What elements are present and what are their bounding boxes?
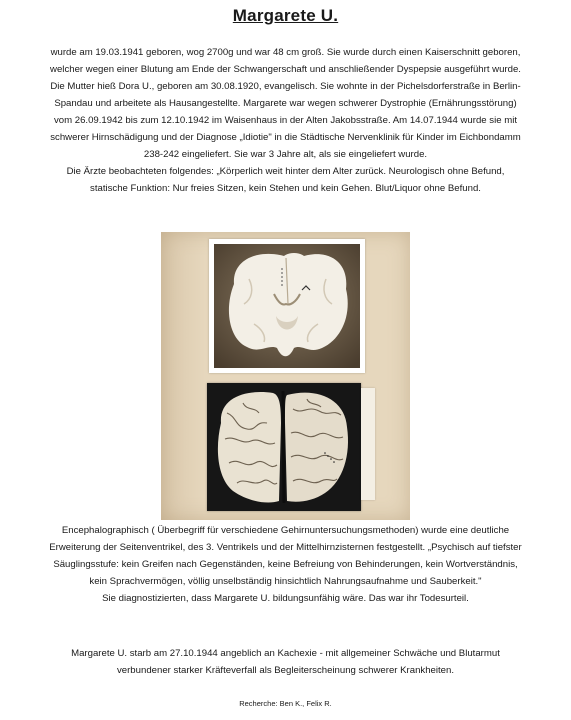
- text-line: statische Funktion: Nur freies Sitzen, kein Stehen und kein Gehen. Blut/Liquor ohne Befund.: [90, 183, 481, 194]
- index-card-strip: [361, 388, 375, 500]
- text-line: Erweiterung der Seitenventrikel, des 3. Ventrikels und der Mittelhirnzisternen festgestellt. „Psychisch auf tiefster: [49, 542, 522, 553]
- text-line: Sie diagnostizierten, dass Margarete U. bildungsunfähig wäre. Das war ihr Todesurteil.: [102, 593, 469, 604]
- text-line: Spandau und arbeitete als Hausangestellte. Margarete war wegen schwerer Dystrophie (Ernährungsstörung): [54, 98, 517, 109]
- text-line: kein Sprachvermögen, völlig unselbständig hinsichtlich Nahrungsaufnahme und Sauberkeit.": [89, 576, 482, 587]
- brain-section-print: [209, 239, 365, 373]
- text-line: wurde am 19.03.1941 geboren, wog 2700g und war 48 cm groß. Sie wurde durch einen Kaiserschnitt geboren,: [50, 47, 521, 58]
- brain-coronal-section-graphic: [214, 244, 360, 368]
- brain-section-image: [214, 244, 360, 368]
- text-line: Margarete U. starb am 27.10.1944 angeblich an Kachexie - mit allgemeiner Schwäche und Blutarmut: [71, 648, 500, 659]
- text-line: verbundener starker Kräfteverfall als Begleiterscheinung schwerer Krankheiten.: [116, 665, 455, 676]
- brain-surface-print: [207, 383, 361, 511]
- text-line: Die Ärzte beobachteten folgendes: „Körperlich weit hinter dem Alter zurück. Neurologisch ohne Befund,: [66, 166, 505, 177]
- death-paragraph: [8, 645, 563, 679]
- text-line: vom 26.09.1942 bis zum 12.10.1942 im Waisenhaus in der Alten Jakobsstraße. Am 14.07.1944 wurde sie mit: [53, 115, 518, 126]
- page-title: Margarete U.: [232, 6, 339, 25]
- text-line: 238-242 eingeliefert. Sie war 3 Jahre alt, als sie eingeliefert wurde.: [143, 149, 428, 160]
- intro-paragraph: [8, 44, 563, 197]
- photo-mount-shadow: [161, 232, 205, 520]
- text-line: welcher wegen einer Blutung am Ende der Schwangerschaft und anschließender Dyspepsie ausgeführt wurde.: [50, 64, 521, 75]
- text-line: Encephalographisch ( Überbegriff für verschiedene Gehirnuntersuchungsmethoden) wurde eine deutliche: [61, 525, 510, 536]
- text-line: Die Mutter hieß Dora U., geboren am 30.08.1920, evangelisch. Sie wohnte in der Pichelsdorferstraße in Berlin-: [50, 81, 521, 92]
- brain-surface-graphic: [207, 383, 361, 511]
- text-line: Säuglingsstufe: kein Greifen nach Gegenständen, keine Befreiung von Behinderungen, kein Wortverständnis,: [53, 559, 518, 570]
- text-line: schwerer Hirnschädigung und der Diagnose „Idiotie" in die Städtische Nervenklinik für Kinder im Eichbondamm: [50, 132, 521, 143]
- brain-photograph: [161, 232, 410, 520]
- research-credit: Recherche: Ben K., Felix R.: [239, 699, 332, 708]
- findings-paragraph: [8, 522, 563, 607]
